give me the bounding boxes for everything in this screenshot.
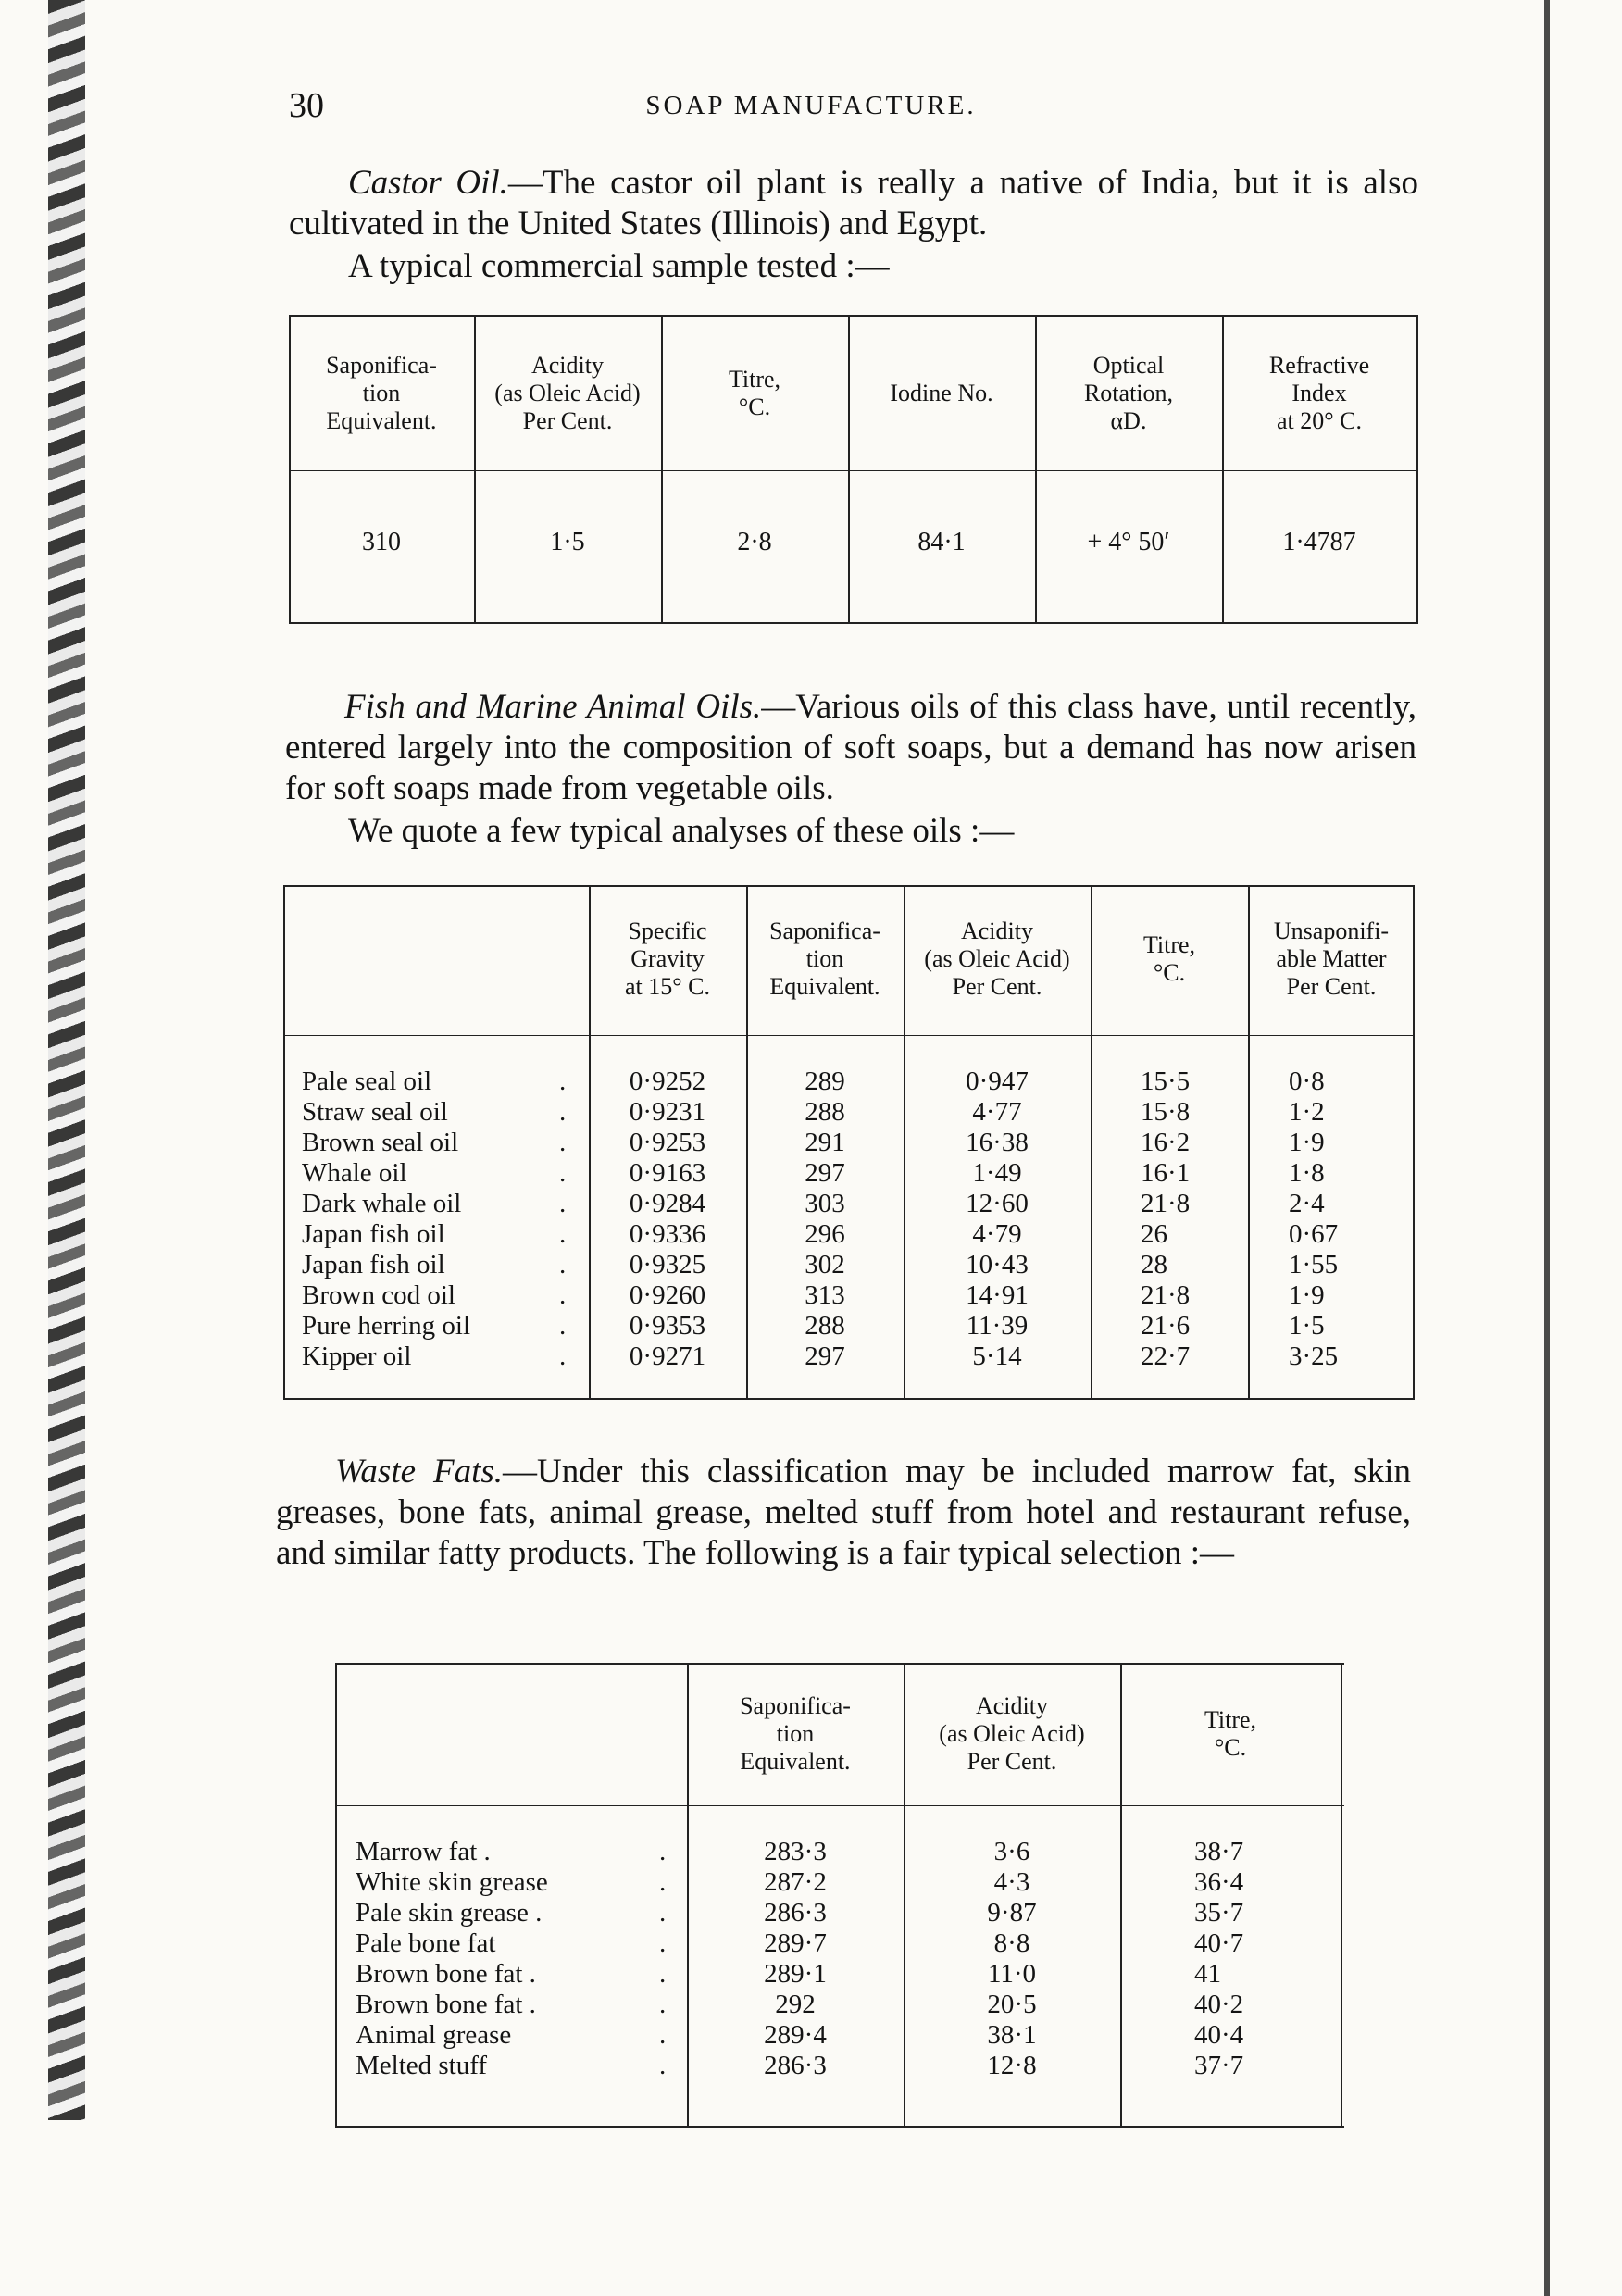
fish-cell: 15·5 [1141,1067,1191,1096]
fish-row-name: Japan fish oil [302,1250,445,1279]
waste-cell: 289·1 [764,1959,827,1989]
castor-value-1: 1·5 [550,528,585,556]
fish-col-unsap [1289,1067,1400,1372]
fish-cell: 16·1 [1141,1158,1191,1188]
fish-cell: 289 [805,1067,845,1096]
waste-col-acid [905,1837,1118,2081]
fish-cell: 0·9260 [629,1280,706,1310]
fish-cell: 0·9325 [629,1250,706,1279]
castor-header-2: Titre, °C. [728,366,781,420]
fish-cell: 2·4 [1289,1189,1325,1218]
waste-cell: 8·8 [993,1928,1030,1958]
fish-cell: 1·2 [1289,1097,1325,1127]
fish-cell: 10·43 [966,1250,1029,1279]
waste-row-name: White skin grease [356,1867,548,1897]
fish-cell: 0·9336 [629,1219,706,1249]
waste-row-name: Pale bone fat [356,1928,496,1958]
castor-text: —The castor oil plant is really a native of India, but it is also cultivated in the United States (Illinois) and Egypt. [289,164,1418,243]
waste-paragraph [276,1452,1411,1574]
waste-cell: 292 [775,1990,816,2019]
waste-heading: Waste Fats. [335,1453,504,1491]
fish-row-name: Kipper oil [302,1341,412,1371]
waste-cell: 40·2 [1194,1990,1244,2019]
fish-col-acid [905,1067,1089,1372]
fish-cell: 1·8 [1289,1158,1325,1188]
fish-row-name: Dark whale oil [302,1189,462,1218]
waste-row-name: Animal grease [356,2020,512,2050]
fish-cell: 12·60 [966,1189,1029,1218]
waste-row-name: Melted stuff [356,2051,488,2080]
waste-cell: 37·7 [1194,2051,1244,2080]
castor-value-2: 2·8 [737,528,772,556]
fish-cell: 0·9252 [629,1067,706,1096]
fish-cell: 0·9163 [629,1158,706,1188]
fish-cell: 21·6 [1141,1311,1191,1341]
waste-cell: 289·7 [764,1928,827,1958]
fish-cell: 288 [805,1311,845,1341]
fish-cell: 21·8 [1141,1189,1191,1218]
waste-names [356,1837,548,2081]
fish-row-name: Brown cod oil [302,1280,455,1310]
fish-cell: 4·77 [972,1097,1022,1127]
fish-heading: Fish and Marine Animal Oils. [344,688,762,726]
fish-cell: 303 [805,1189,845,1218]
fish-col-titre [1141,1067,1233,1372]
waste-cell: 287·2 [764,1867,827,1897]
castor-value-0: 310 [362,528,401,556]
fish-cell: 0·9231 [629,1097,706,1127]
fish-cell: 1·55 [1289,1250,1339,1279]
fish-cell: 21·8 [1141,1280,1191,1310]
fish-cell: 297 [805,1158,845,1188]
castor-header-5: Refractive Index at 20° C. [1268,352,1370,434]
waste-cell: 36·4 [1194,1867,1244,1897]
fish-cell: 16·2 [1141,1128,1191,1157]
fish-cell: 288 [805,1097,845,1127]
fish-intro: We quote a few typical analyses of these oils :— [348,812,1015,850]
castor-intro: A typical commercial sample tested :— [348,247,890,285]
waste-cell: 41 [1194,1959,1221,1989]
fish-row-name: Japan fish oil [302,1219,445,1249]
fish-text: —Various oils of this class have, until recently, entered largely into the composition of soft soaps, but a demand has now arisen for soft soaps made from vegetable oils. [285,688,1416,807]
fish-cell: 0·947 [966,1067,1029,1096]
page-edge-shadow [1544,0,1550,2296]
fish-cell: 0·9284 [629,1189,706,1218]
fish-cell: 1·9 [1289,1128,1325,1157]
fish-cell: 4·79 [972,1219,1022,1249]
fish-cell: 3·25 [1289,1341,1339,1371]
waste-text: —Under this classification may be included marrow fat, skin greases, bone fats, animal grease, melted stuff from hotel and restaurant refuse, and similar fatty products. The following is a fair typical selection :— [276,1453,1411,1572]
waste-row-name: Brown bone fat . [356,1990,536,2019]
fish-cell: 1·49 [972,1158,1022,1188]
fish-row-name: Pale seal oil [302,1067,432,1096]
fish-cell: 0·67 [1289,1219,1339,1249]
fish-cell: 5·14 [972,1341,1022,1371]
fish-cell: 291 [805,1128,845,1157]
fish-cell: 0·9353 [629,1311,706,1341]
waste-row-name: Brown bone fat . [356,1959,536,1989]
fish-header-1: Saponifica- tion Equivalent. [769,917,880,1000]
fish-row-name: Brown seal oil [302,1128,459,1157]
fish-col-sap [748,1067,902,1372]
waste-cell: 9·87 [987,1898,1037,1928]
waste-cell: 4·3 [993,1867,1030,1897]
waste-cell: 38·1 [987,2020,1037,2050]
castor-heading: Castor Oil. [348,164,508,202]
fish-cell: 22·7 [1141,1341,1191,1371]
fish-cell: 296 [805,1219,845,1249]
waste-row-name: Marrow fat . [356,1837,491,1866]
book-binding-edge [48,0,85,2120]
waste-cell: 40·4 [1194,2020,1244,2050]
fish-row-name: Straw seal oil [302,1097,448,1127]
waste-header-0: Saponifica- tion Equivalent. [740,1692,851,1775]
fish-cell: 14·91 [966,1280,1029,1310]
waste-cell: 286·3 [764,1898,827,1928]
fish-cell: 16·38 [966,1128,1029,1157]
waste-cell: 286·3 [764,2051,827,2080]
fish-names [302,1067,470,1372]
fish-cell: 1·5 [1289,1311,1325,1341]
fish-cell: 0·8 [1289,1067,1325,1096]
fish-cell: 26 [1141,1219,1167,1249]
waste-col-sap [689,1837,902,2081]
fish-cell: 0·9253 [629,1128,706,1157]
fish-header-2: Acidity (as Oleic Acid) Per Cent. [924,917,1070,1000]
castor-paragraph [289,163,1418,244]
fish-cell: 313 [805,1280,845,1310]
waste-cell: 283·3 [764,1837,827,1866]
castor-value-4: + 4° 50′ [1087,528,1170,556]
waste-cell: 3·6 [993,1837,1030,1866]
page-number: 30 [289,86,324,125]
fish-leader-dots: . . . . . . . . . . [559,1067,567,1371]
fish-paragraph [285,687,1416,809]
castor-header-3: Iodine No. [890,380,993,406]
castor-value-3: 84·1 [917,528,966,556]
waste-col-titre [1194,1837,1305,2081]
fish-cell: 297 [805,1341,845,1371]
waste-cell: 289·4 [764,2020,827,2050]
fish-col-sg [591,1067,744,1372]
fish-cell: 302 [805,1250,845,1279]
fish-header-4: Unsaponifi- able Matter Per Cent. [1273,917,1390,1000]
waste-leader-dots: . . . . . . . . [659,1837,667,2080]
fish-cell: 1·9 [1289,1280,1325,1310]
fish-header-3: Titre, °C. [1142,931,1196,986]
waste-row-name: Pale skin grease . [356,1898,543,1928]
running-head: SOAP MANUFACTURE. [645,91,977,120]
fish-cell: 0·9271 [629,1341,706,1371]
fish-cell: 28 [1141,1250,1167,1279]
waste-cell: 38·7 [1194,1837,1244,1866]
fish-cell: 15·8 [1141,1097,1191,1127]
castor-value-5: 1·4787 [1282,528,1356,556]
castor-header-1: Acidity (as Oleic Acid) Per Cent. [494,352,641,434]
waste-cell: 11·0 [987,1959,1037,1989]
waste-cell: 20·5 [987,1990,1037,2019]
waste-cell: 12·8 [987,2051,1037,2080]
fish-row-name: Whale oil [302,1158,407,1188]
waste-header-2: Titre, °C. [1204,1706,1257,1761]
waste-cell: 40·7 [1194,1928,1244,1958]
fish-cell: 11·39 [966,1311,1029,1341]
fish-header-0: Specific Gravity at 15° C. [624,917,710,1000]
waste-cell: 35·7 [1194,1898,1244,1928]
castor-header-0: Saponifica- tion Equivalent. [326,352,437,434]
fish-row-name: Pure herring oil [302,1311,471,1341]
castor-header-4: Optical Rotation, αD. [1083,352,1174,434]
waste-header-1: Acidity (as Oleic Acid) Per Cent. [939,1692,1085,1775]
